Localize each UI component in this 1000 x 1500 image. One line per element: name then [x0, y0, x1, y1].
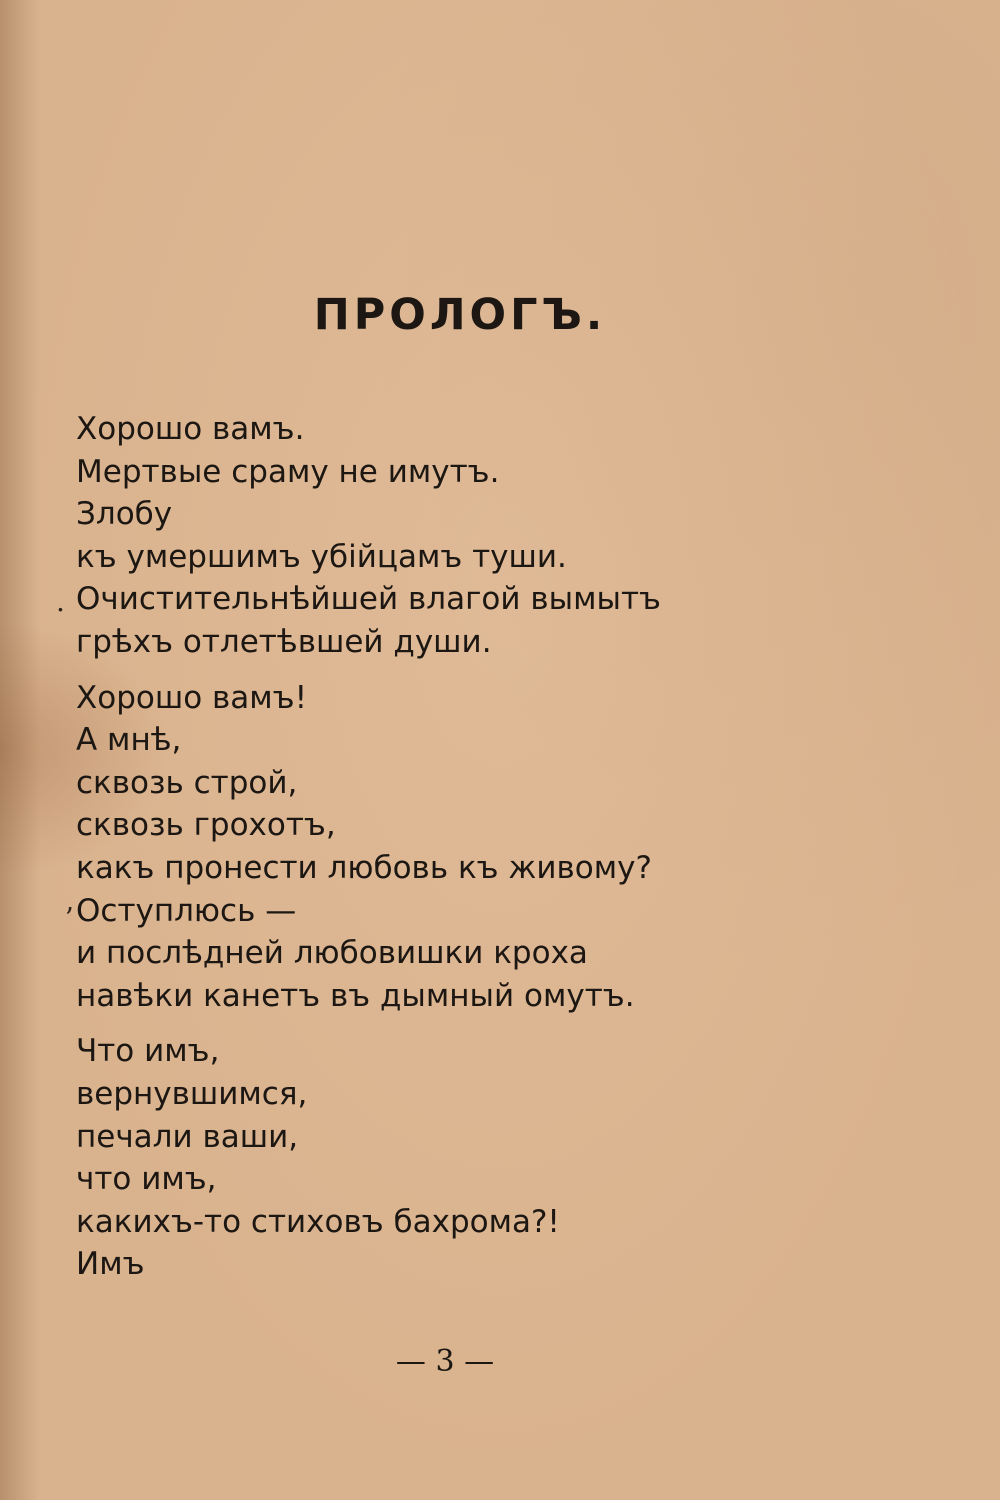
binding-shadow	[0, 0, 40, 1500]
poem-line: навѣки канетъ въ дымный омутъ.	[76, 977, 635, 1014]
page-number: — 3 —	[395, 1344, 495, 1379]
poem-line: Мертвые сраму не имутъ.	[76, 453, 500, 490]
poem-body	[76, 408, 716, 1299]
poem-line: Имъ	[76, 1246, 145, 1283]
poem-line: что имъ,	[76, 1161, 217, 1198]
margin-dot-mark: .	[56, 585, 65, 618]
poem-line: Оступлюсь —	[76, 892, 297, 929]
stanza-3	[76, 1030, 716, 1286]
poem-line: Что имъ,	[76, 1033, 220, 1070]
poem-line: Очистительнѣйшей влагой вымытъ	[76, 581, 661, 618]
poem-line: и послѣдней любовишки кроха	[76, 935, 588, 972]
margin-tick-mark: ʼ	[64, 902, 73, 935]
stanza-2	[76, 677, 716, 1018]
poem-line: Хорошо вамъ!	[76, 679, 308, 716]
poem-line: Хорошо вамъ.	[76, 411, 305, 447]
poem-line: какихъ-то стиховъ бахрома?!	[76, 1203, 560, 1240]
page-title: ПРОЛОГЪ.	[313, 290, 607, 340]
poem-line: вернувшимся,	[76, 1075, 308, 1112]
stanza-1	[76, 408, 716, 664]
poem-line: А мнѣ,	[76, 722, 182, 759]
poem-line: къ умершимъ убійцамъ туши.	[76, 538, 567, 575]
poem-line: сквозь грохотъ,	[76, 807, 336, 844]
poem-line: сквозь строй,	[76, 764, 298, 801]
poem-line: Злобу	[76, 496, 173, 533]
poem-line: печали ваши,	[76, 1118, 299, 1155]
poem-line: какъ пронести любовь къ живому?	[76, 849, 652, 886]
poem-line: грѣхъ отлетѣвшей души.	[76, 623, 492, 660]
